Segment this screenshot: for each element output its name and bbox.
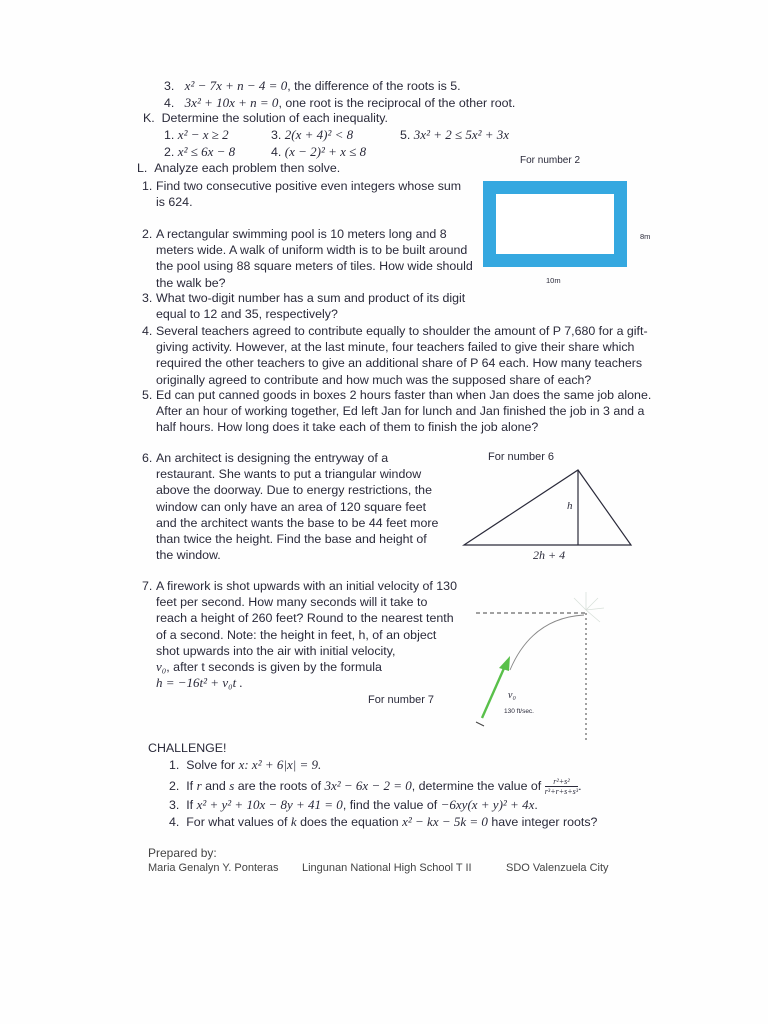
problem-l7: 7. A firework is shot upwards with an initial velocity of 130 feet per second. How many seconds will it take to reach a height of 260 feet? Round to the nearest tenth of a second. Note: the height in feet, h, of an object shot upwards into the air with initial velocity, v₀, after t seconds is given by the formula h = −16t² + v₀t . [142,579,457,691]
challenge-3: 3. If x² + y² + 10x − 8y + 41 = 0, find the value of −6xy(x + y)² + 4x. [169,797,538,812]
inequality-5: 5. 3x² + 2 ≤ 5x² + 3x [400,127,510,142]
challenge-4: 4. For what values of k does the equation x² − kx − 5k = 0 have integer roots? [169,814,598,829]
equation: 3x² + 10x + n = 0 [184,95,279,110]
fraction: $\frac{\text{r²+s²}}{\text{r³+r+s+s³}}$ [544,777,579,796]
pool-width-label: 8m [640,232,651,241]
challenge-2: 2. If r and s are the roots of 3x² − 6x − 2 = 0, determine the value of $\frac{\text{r²+s²}}{\text{r³+r+s+s³}}$ . [169,777,582,796]
triangle-shape [464,470,631,545]
firework-burst [574,592,604,622]
triangle-window-diagram [461,467,637,547]
figure-6-caption: For number 6 [488,451,555,463]
inequality-4: 4. (x − 2)² + x ≤ 8 [271,144,367,159]
triangle-height-label: h [567,500,573,512]
challenge-1: 1. Solve for x: x² + 6|x| = 9. [169,757,322,772]
problem-l3: 3. What two-digit number has a sum and product of its digit equal to 12 and 35, respectively? [142,291,466,322]
problem-l2: 2. A rectangular swimming pool is 10 meters long and 8 meters wide. A walk of uniform width is to be built around the pool using 88 square meters of tiles. How wide should the walk be? [142,227,473,290]
problem-j3: 3. x² − 7x + n − 4 = 0, the difference of the roots is 5. [164,78,461,93]
pool-walk-diagram [483,181,627,267]
velocity-arrow-head [499,656,510,671]
problem-j4: 4. 3x² + 10x + n = 0, one root is the reciprocal of the other root. [164,95,516,110]
section-k-heading: K. Determine the solution of each inequality. [143,111,388,125]
height-formula: h = −16t² + v₀t . [156,675,243,691]
firework-trajectory-diagram [474,598,624,748]
problem-l6: 6. An architect is designing the entryway of a restaurant. She wants to put a triangular window above the doorway. Due to energy restrictions, the window can only have an area of 120 square feet and the architect wants the base to be 44 feet more than twice the height. Find the base and height of the window. [142,451,439,563]
inequality-3: 3. 2(x + 4)² < 8 [271,127,354,142]
section-l-heading: L. Analyze each problem then solve. [137,161,341,175]
school-name: Lingunan National High School T II [302,862,472,874]
challenge-heading: CHALLENGE! [148,741,227,755]
pool-length-label: 10m [546,276,561,285]
figure-2-caption: For number 2 [520,155,581,166]
prepared-by-label: Prepared by: [148,846,217,860]
division-office: SDO Valenzuela City [506,862,609,874]
inequality-1: 1. x² − x ≥ 2 [164,127,229,142]
velocity-symbol: v₀ [508,690,516,701]
velocity-arrow-shaft [482,666,505,718]
pool-rectangle [496,194,614,254]
triangle-base-label: 2h + 4 [533,548,566,562]
author-name: Maria Genalyn Y. Ponteras [148,862,279,874]
trajectory-curve [510,615,584,670]
equation: x² − 7x + n − 4 = 0 [184,78,288,93]
problem-l1: 1. Find two consecutive positive even integers whose sum is 624. [142,179,462,210]
problem-l5: 5. Ed can put canned goods in boxes 2 hours faster than when Jan does the same job alone. After an hour of working together, Ed left Jan for lunch and Jan finished the job in 3 and a half hours. How long does it take each of them to finish the job alone? [142,388,652,435]
figure-7-caption: For number 7 [368,694,435,706]
inequality-2: 2. x² ≤ 6x − 8 [164,144,236,159]
speed-label: 130 ft/sec. [504,708,534,715]
problem-l4: 4. Several teachers agreed to contribute equally to shoulder the amount of P 7,680 for a gift-giving activity. However, at the last minute, four teachers failed to give their share which required the other teachers to give an additional share of P 64 each. How many teachers originally agreed to contribute and how much was the supposed share of each? [142,324,648,387]
